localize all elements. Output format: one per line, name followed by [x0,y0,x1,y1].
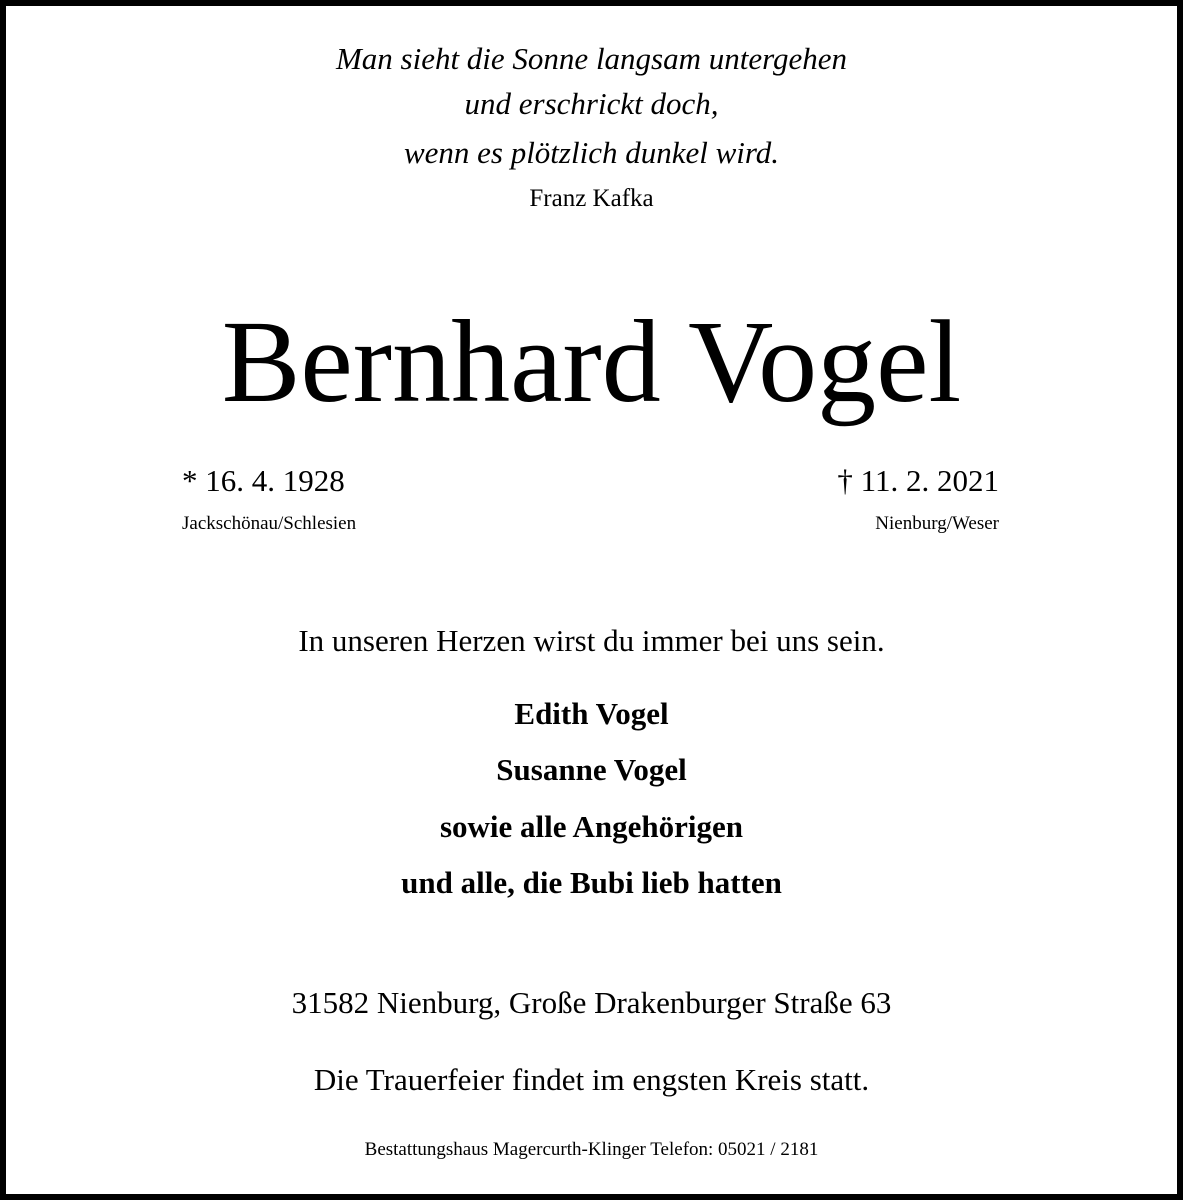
mourner-3: sowie alle Angehörigen [439,809,744,844]
mourner-2: Susanne Vogel [496,752,687,787]
deceased-name: Bernhard Vogel [221,296,962,427]
address: 31582 Nienburg, Große Drakenburger Straße 63 [291,985,892,1020]
tribute-text: In unseren Herzen wirst du immer bei uns sein. [298,623,885,658]
death-place: Nienburg/Weser [875,513,999,534]
quote-line-2: und erschrickt doch, [464,86,719,121]
quote-line-1: Man sieht die Sonne langsam untergehen [335,41,848,76]
mourner-4: und alle, die Bubi lieb hatten [401,865,782,900]
birth-date: * 16. 4. 1928 [182,463,345,498]
quote-author: Franz Kafka [529,185,654,212]
birth-place: Jackschönau/Schlesien [182,513,357,534]
service-note: Die Trauerfeier findet im engsten Kreis statt. [313,1062,870,1097]
quote-line-3: wenn es plötzlich dunkel wird. [403,135,780,170]
mourner-1: Edith Vogel [514,696,669,731]
funeral-home-footer: Bestattungshaus Magercurth-Klinger Telefon: 05021 / 2181 [364,1139,819,1160]
death-date: † 11. 2. 2021 [837,463,999,498]
